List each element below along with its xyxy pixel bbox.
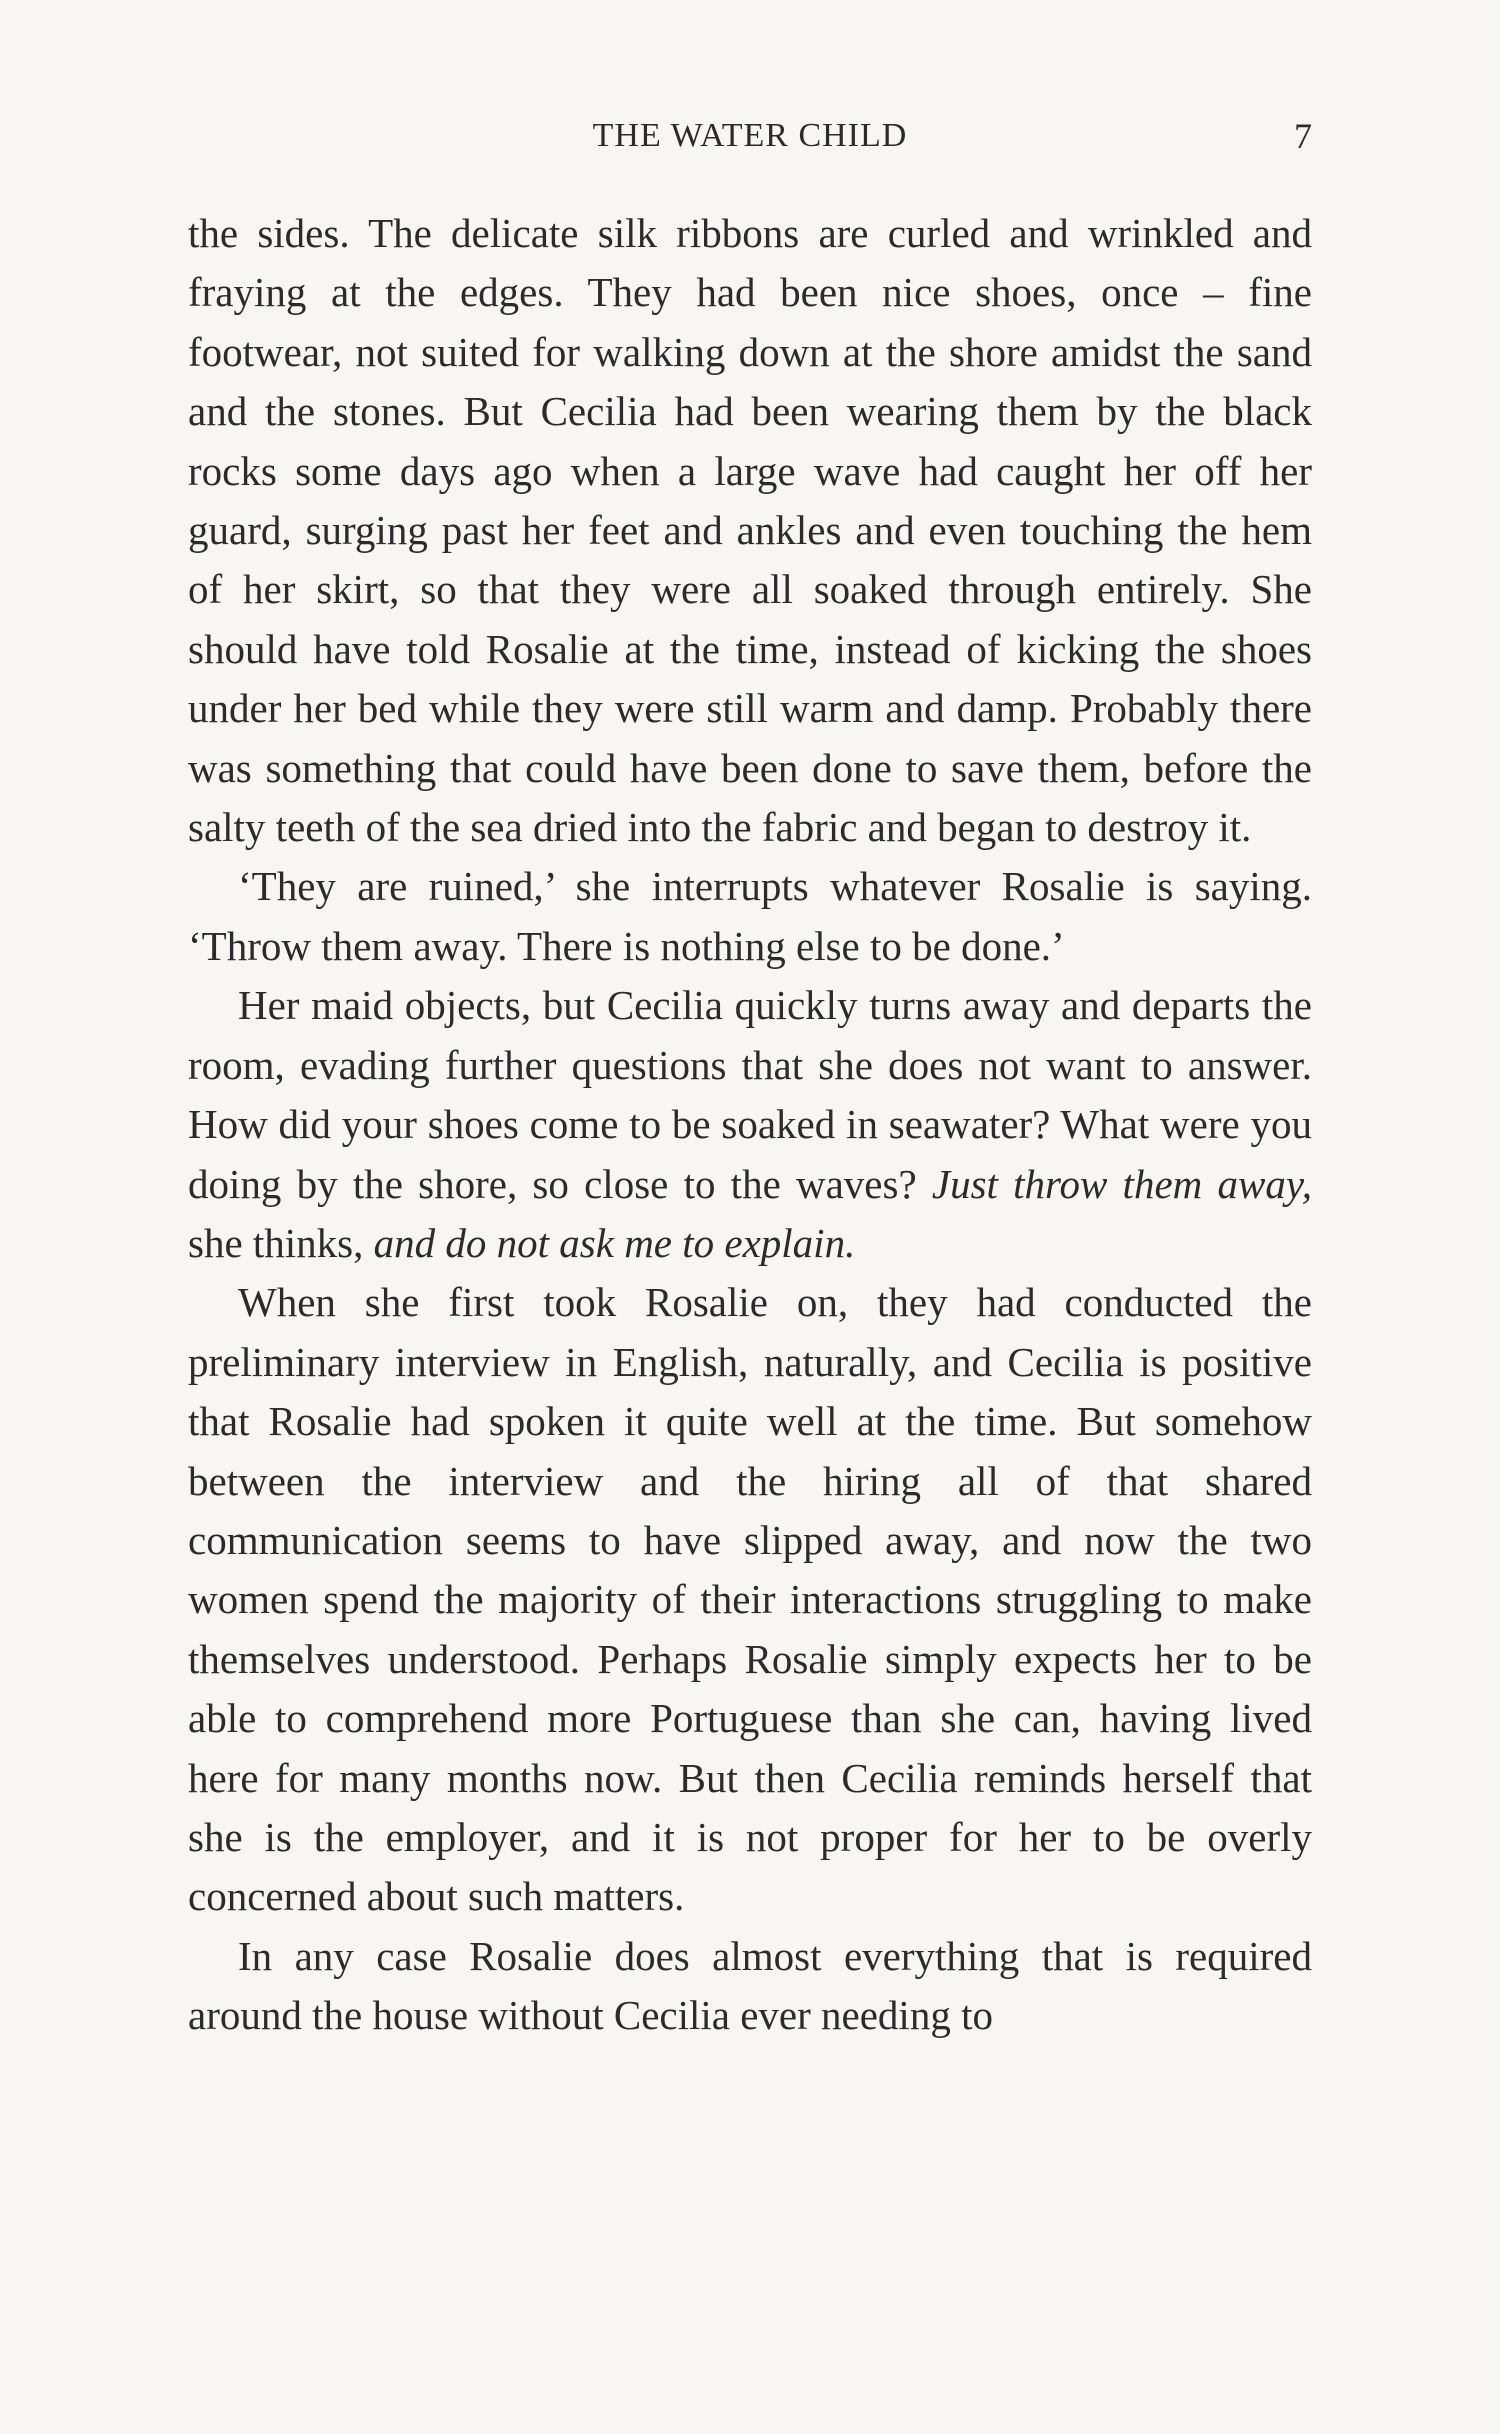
paragraph-3-italic-2: and do not ask me to explain. [373, 1219, 856, 1266]
paragraph-3 [188, 976, 1312, 1273]
body-text [188, 204, 1312, 2046]
paragraph-4: When she first took Rosalie on, they had conducted the preliminary interview in English, naturally, and Cecilia is positive that Rosalie had spoken it quite well at the time. But somehow between the interview and the hiring all of that shared communication seems to have slipped away, and now the two women spend the majority of their interactions struggling to make themselves understood. Perhaps Rosalie simply expects her to be able to comprehend more Portuguese than she can, having lived here for many months now. But then Cecilia reminds herself that she is the employer, and it is not proper for her to be overly concerned about such matters. [188, 1279, 1312, 1920]
paragraph-5: In any case Rosalie does almost everything that is required around the house without Cecilia ever needing to [188, 1932, 1312, 2039]
paragraph-3-text-before: Her maid objects, but Cecilia quickly turns away and departs the room, evading further questions that she does not want to answer. How did your shoes come to be soaked in seawater? What were you doing by the shore, so close to the waves? [188, 982, 1312, 1207]
paragraph-3-text-middle: she thinks, [188, 1219, 374, 1266]
paragraph-2: ‘They are ruined,’ she interrupts whatever Rosalie is saying. ‘Throw them away. There is nothing else to be done.’ [188, 863, 1312, 969]
paragraph-3-italic-1: Just throw them away, [931, 1160, 1313, 1207]
running-title: THE WATER CHILD [592, 117, 908, 154]
paragraph-1: the sides. The delicate silk ribbons are curled and wrinkled and fraying at the edges. They had been nice shoes, once – fine footwear, not suited for walking down at the shore amidst the sand and the stones. But Cecilia had been wearing them by the black rocks some days ago when a large wave had caught her off her guard, surging past her feet and ankles and even touching the hem of her skirt, so that they were all soaked through entirely. She should have told Rosalie at the time, instead of kicking the shoes under her bed while they were still warm and damp. Probably there was something that could have been done to save them, before the salty teeth of the sea dried into the fabric and began to destroy it. [188, 210, 1312, 851]
page-number: 7 [1294, 116, 1312, 156]
running-head [188, 112, 1312, 160]
